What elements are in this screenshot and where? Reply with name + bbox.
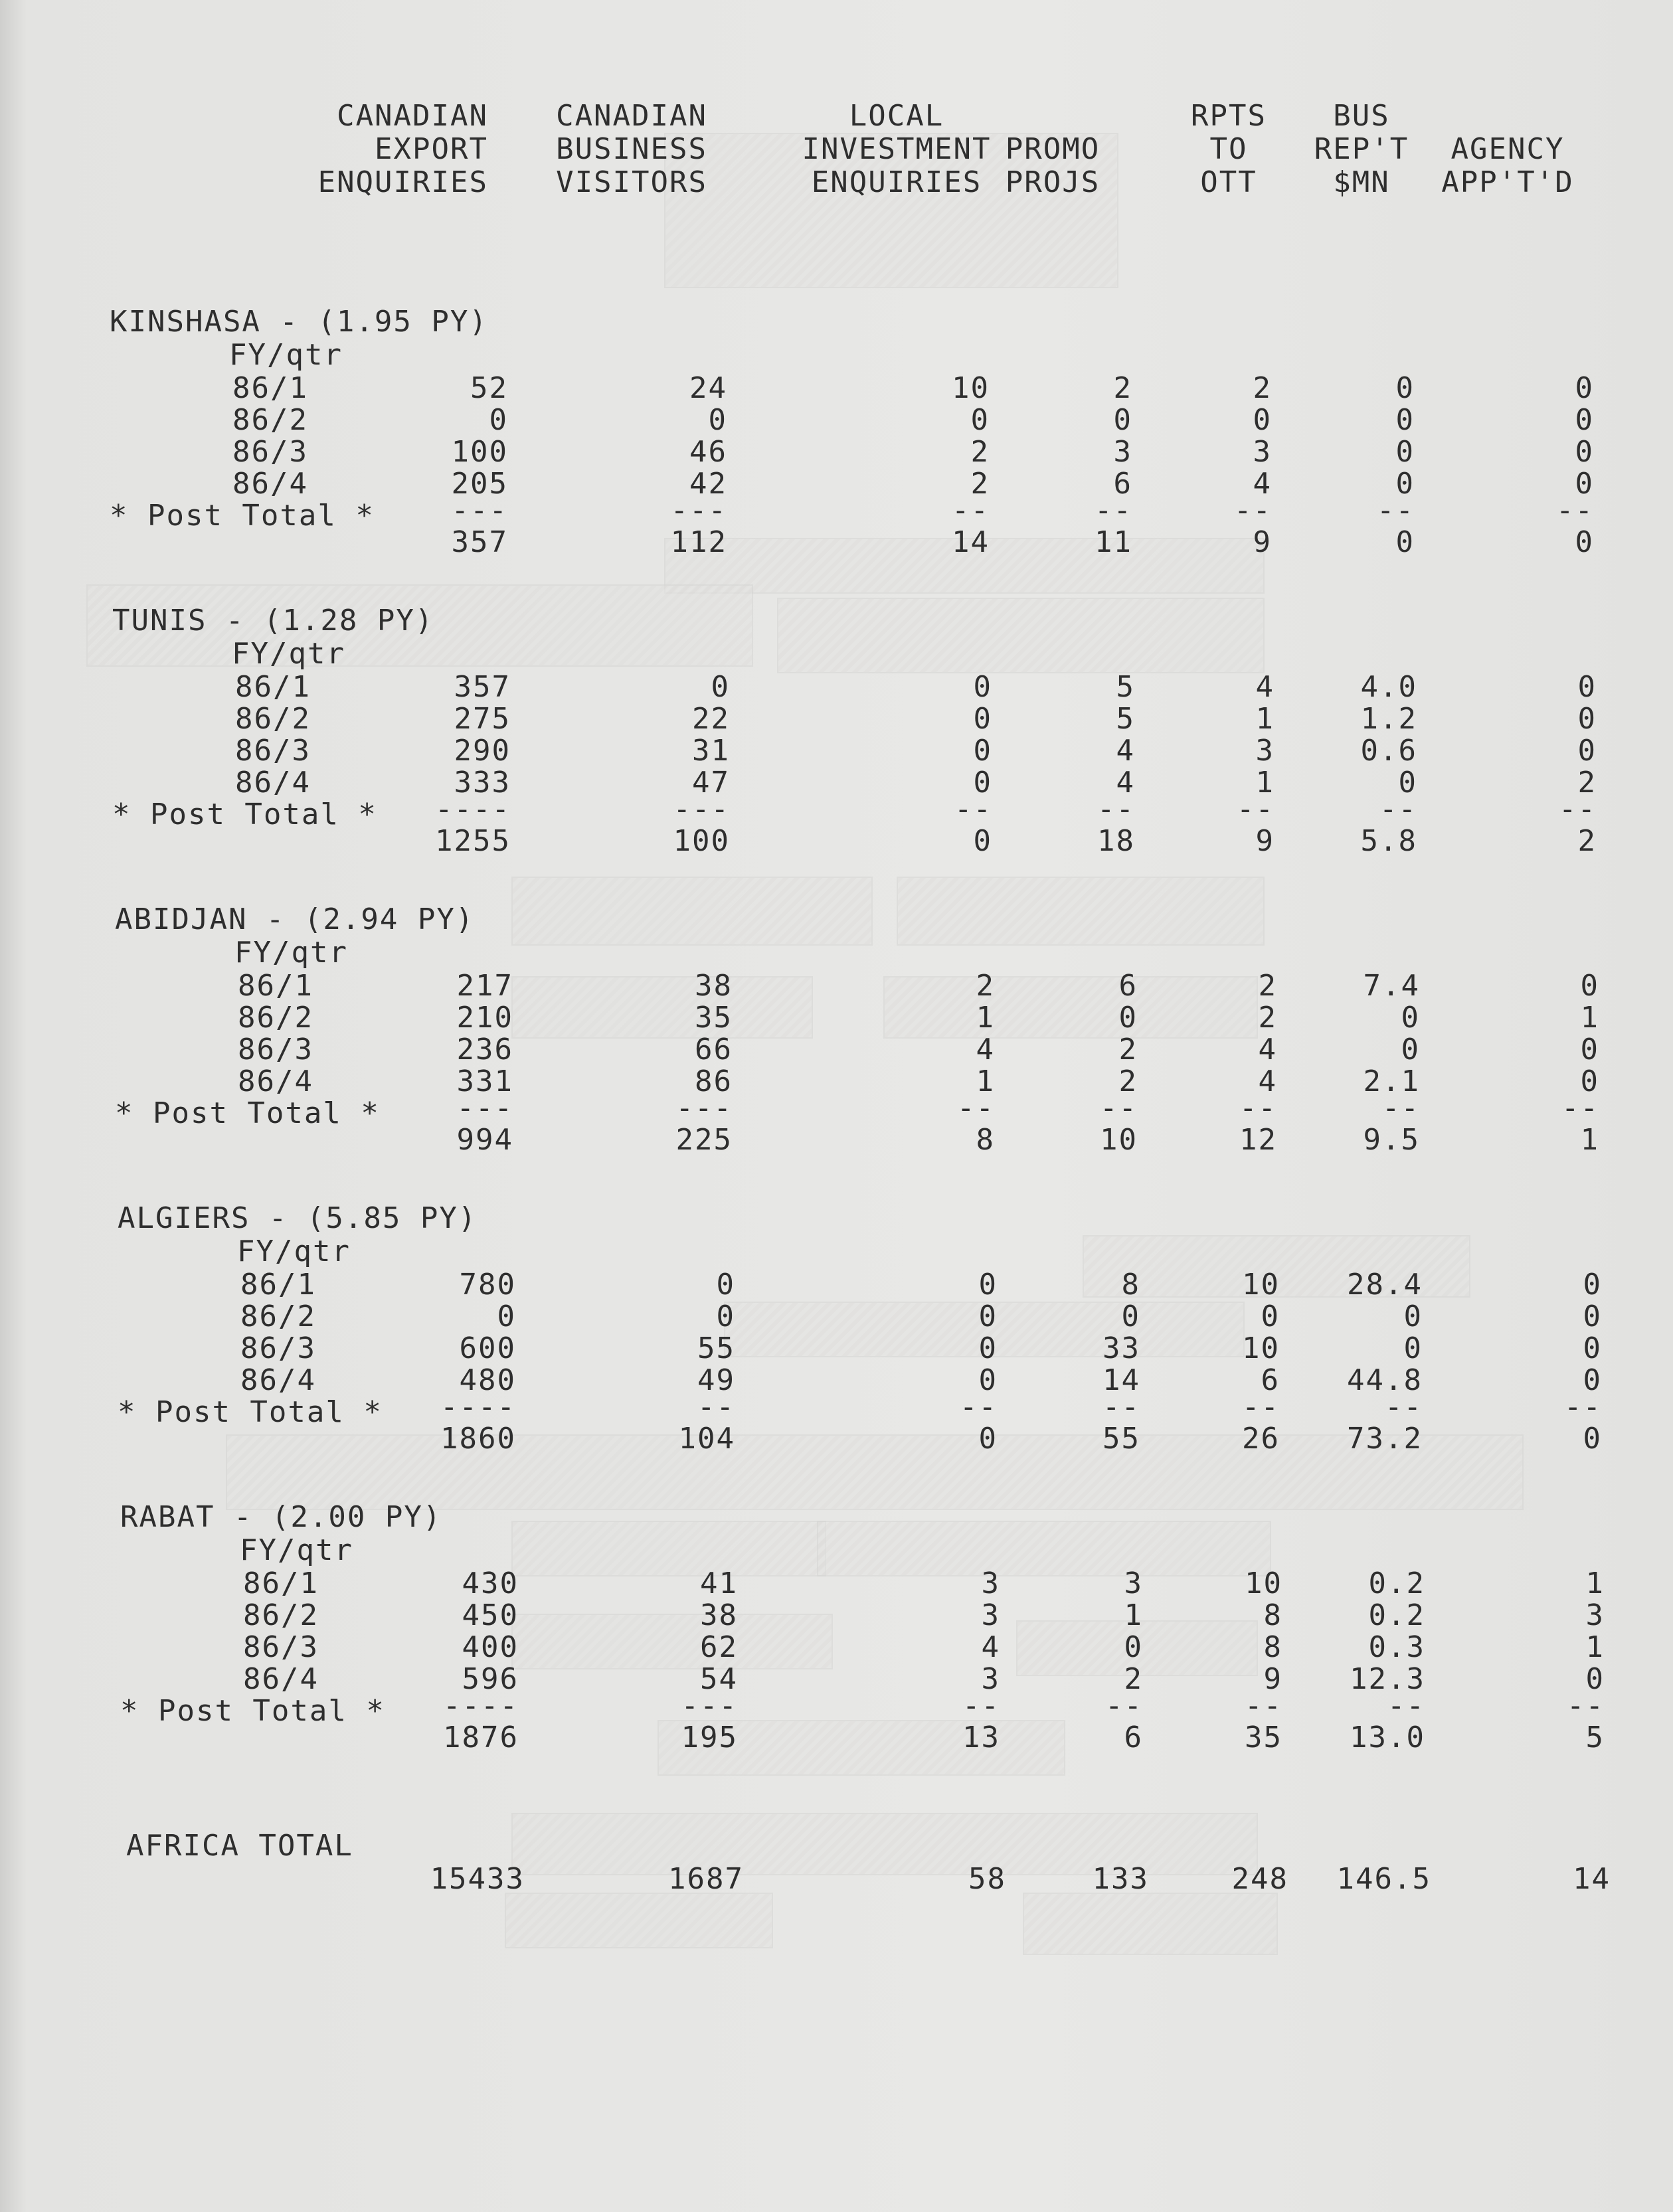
separator-dashes: -- — [1237, 792, 1275, 826]
quarter-label: 86/4 — [243, 1662, 319, 1696]
post-total-label: * Post Total * — [120, 1694, 385, 1728]
investment-enquiries-africa-total: 58 — [968, 1862, 1006, 1896]
bus-rept-cell: 0 — [1401, 1001, 1420, 1035]
export-enquiries-total: 1860 — [440, 1422, 516, 1456]
separator-dashes: -- — [1559, 792, 1597, 826]
rpts-to-ott-africa-total: 248 — [1231, 1862, 1288, 1896]
agency-apptd-total: 0 — [1583, 1422, 1602, 1456]
quarter-label: 86/2 — [243, 1598, 319, 1632]
export-enquiries-cell: 0 — [497, 1300, 516, 1333]
separator-dashes: -- — [1242, 1390, 1280, 1424]
rpts-to-ott-total: 12 — [1239, 1123, 1277, 1157]
bus-rept-cell: 0.3 — [1368, 1630, 1425, 1664]
fy-qtr-label: FY/qtr — [229, 338, 343, 372]
rpts-to-ott-cell: 4 — [1258, 1033, 1277, 1066]
fy-qtr-label: FY/qtr — [240, 1533, 353, 1567]
promo-projs-total: 10 — [1100, 1123, 1138, 1157]
agency-apptd-cell: 0 — [1580, 1064, 1599, 1098]
rpts-to-ott-header: OTT — [1200, 165, 1257, 199]
agency-apptd-cell: 1 — [1580, 1001, 1599, 1035]
investment-enquiries-total: 0 — [978, 1422, 998, 1456]
investment-enquiries-cell: 0 — [978, 1331, 998, 1365]
bus-rept-header: REP'T — [1314, 132, 1409, 166]
promo-projs-cell: 3 — [1113, 435, 1132, 469]
promo-projs-cell: 5 — [1116, 670, 1135, 704]
business-visitors-cell: 55 — [697, 1331, 735, 1365]
promo-projs-cell: 1 — [1124, 1598, 1143, 1632]
investment-enquiries-total: 8 — [976, 1123, 995, 1157]
bus-rept-cell: 0.2 — [1368, 1598, 1425, 1632]
bus-rept-cell: 0.6 — [1360, 734, 1417, 768]
rpts-to-ott-cell: 10 — [1245, 1567, 1282, 1600]
export-enquiries-cell: 450 — [462, 1598, 519, 1632]
agency-apptd-cell: 1 — [1585, 1630, 1605, 1664]
rpts-to-ott-cell: 2 — [1258, 969, 1277, 1003]
business-visitors-total: 225 — [675, 1123, 733, 1157]
promo-projs-cell: 0 — [1113, 403, 1132, 437]
export-enquiries-cell: 596 — [462, 1662, 519, 1696]
export-enquiries-cell: 600 — [459, 1331, 516, 1365]
rpts-to-ott-total: 9 — [1255, 824, 1275, 858]
export-enquiries-cell: 0 — [489, 403, 508, 437]
agency-apptd-cell: 0 — [1580, 1033, 1599, 1066]
investment-enquiries-cell: 2 — [970, 435, 990, 469]
rpts-to-ott-cell: 10 — [1242, 1268, 1280, 1302]
post-total-label: * Post Total * — [110, 499, 375, 533]
quarter-label: 86/2 — [240, 1300, 316, 1333]
quarter-label: 86/2 — [238, 1001, 313, 1035]
separator-dashes: --- — [675, 1091, 733, 1125]
export-enquiries-header: EXPORT — [375, 132, 488, 166]
business-visitors-cell: 0 — [711, 670, 730, 704]
rpts-to-ott-cell: 8 — [1263, 1630, 1282, 1664]
business-visitors-cell: 38 — [700, 1598, 738, 1632]
promo-projs-cell: 5 — [1116, 702, 1135, 736]
rpts-to-ott-header: RPTS — [1191, 99, 1267, 133]
post-total-label: * Post Total * — [112, 798, 377, 831]
rpts-to-ott-total: 26 — [1242, 1422, 1280, 1456]
export-enquiries-cell: 430 — [462, 1567, 519, 1600]
promo-projs-header: PROMO — [1005, 132, 1101, 166]
bus-rept-africa-total: 146.5 — [1336, 1862, 1431, 1896]
bus-rept-cell: 12.3 — [1350, 1662, 1425, 1696]
business-visitors-cell: 0 — [708, 403, 727, 437]
rpts-to-ott-cell: 0 — [1261, 1300, 1280, 1333]
promo-projs-cell: 14 — [1102, 1363, 1140, 1397]
promo-projs-total: 55 — [1102, 1422, 1140, 1456]
rpts-to-ott-cell: 4 — [1258, 1064, 1277, 1098]
rpts-to-ott-cell: 9 — [1263, 1662, 1282, 1696]
fy-qtr-label: FY/qtr — [232, 637, 345, 671]
bus-rept-cell: 2.1 — [1363, 1064, 1420, 1098]
quarter-label: 86/1 — [243, 1567, 319, 1600]
agency-apptd-cell: 0 — [1583, 1363, 1602, 1397]
post-name: TUNIS - (1.28 PY) — [112, 604, 434, 638]
promo-projs-cell: 4 — [1116, 766, 1135, 800]
business-visitors-cell: 46 — [689, 435, 727, 469]
bleed-through-shape — [777, 598, 1265, 673]
post-name: RABAT - (2.00 PY) — [120, 1500, 442, 1534]
separator-dashes: -- — [962, 1689, 1000, 1723]
investment-enquiries-cell: 0 — [973, 670, 992, 704]
business-visitors-cell: 38 — [695, 969, 733, 1003]
agency-apptd-cell: 0 — [1585, 1662, 1605, 1696]
bus-rept-total: 73.2 — [1347, 1422, 1423, 1456]
separator-dashes: -- — [1382, 1091, 1420, 1125]
promo-projs-total: 18 — [1097, 824, 1135, 858]
business-visitors-cell: 0 — [716, 1300, 735, 1333]
investment-enquiries-total: 13 — [962, 1721, 1000, 1754]
investment-enquiries-cell: 2 — [970, 467, 990, 501]
business-visitors-cell: 42 — [689, 467, 727, 501]
bus-rept-total: 0 — [1395, 525, 1415, 559]
investment-enquiries-cell: 0 — [973, 766, 992, 800]
separator-dashes: -- — [954, 792, 992, 826]
promo-projs-total: 11 — [1095, 525, 1132, 559]
agency-apptd-cell: 0 — [1577, 702, 1597, 736]
promo-projs-cell: 3 — [1124, 1567, 1143, 1600]
bus-rept-total: 9.5 — [1363, 1123, 1420, 1157]
business-visitors-cell: 86 — [695, 1064, 733, 1098]
investment-enquiries-header: LOCAL — [849, 99, 944, 133]
promo-projs-cell: 8 — [1121, 1268, 1140, 1302]
fy-qtr-label: FY/qtr — [234, 936, 348, 970]
bus-rept-cell: 1.2 — [1360, 702, 1417, 736]
bus-rept-cell: 0 — [1401, 1033, 1420, 1066]
separator-dashes: --- — [670, 493, 727, 527]
investment-enquiries-cell: 3 — [981, 1598, 1000, 1632]
agency-apptd-header: AGENCY — [1451, 132, 1565, 166]
investment-enquiries-cell: 10 — [952, 371, 990, 405]
separator-dashes: -- — [1387, 1689, 1425, 1723]
bus-rept-cell: 0 — [1398, 766, 1417, 800]
promo-projs-cell: 0 — [1118, 1001, 1138, 1035]
bus-rept-total: 5.8 — [1360, 824, 1417, 858]
separator-dashes: -- — [1097, 792, 1135, 826]
separator-dashes: -- — [1556, 493, 1594, 527]
agency-apptd-total: 2 — [1577, 824, 1597, 858]
agency-apptd-cell: 3 — [1585, 1598, 1605, 1632]
agency-apptd-cell: 0 — [1575, 403, 1594, 437]
separator-dashes: -- — [1561, 1091, 1599, 1125]
rpts-to-ott-cell: 1 — [1255, 702, 1275, 736]
bus-rept-cell: 0 — [1403, 1331, 1423, 1365]
business-visitors-cell: 22 — [692, 702, 730, 736]
promo-projs-cell: 0 — [1121, 1300, 1140, 1333]
agency-apptd-total: 1 — [1580, 1123, 1599, 1157]
business-visitors-cell: 62 — [700, 1630, 738, 1664]
separator-dashes: --- — [451, 493, 508, 527]
post-total-label: * Post Total * — [115, 1096, 380, 1130]
quarter-label: 86/1 — [238, 969, 313, 1003]
separator-dashes: --- — [456, 1091, 513, 1125]
investment-enquiries-cell: 2 — [976, 969, 995, 1003]
business-visitors-total: 100 — [673, 824, 730, 858]
bus-rept-header: $MN — [1333, 165, 1390, 199]
agency-apptd-cell: 0 — [1575, 435, 1594, 469]
rpts-to-ott-header: TO — [1209, 132, 1248, 166]
agency-apptd-header: APP'T'D — [1441, 165, 1574, 199]
promo-projs-cell: 2 — [1113, 371, 1132, 405]
fy-qtr-label: FY/qtr — [237, 1234, 351, 1268]
bleed-through-shape — [505, 1893, 773, 1948]
separator-dashes: -- — [957, 1091, 995, 1125]
rpts-to-ott-cell: 10 — [1242, 1331, 1280, 1365]
bus-rept-cell: 0 — [1395, 403, 1415, 437]
agency-apptd-cell: 0 — [1575, 467, 1594, 501]
investment-enquiries-cell: 0 — [978, 1300, 998, 1333]
post-total-label: * Post Total * — [118, 1395, 383, 1429]
separator-dashes: -- — [1245, 1689, 1282, 1723]
bus-rept-cell: 0 — [1403, 1300, 1423, 1333]
business-visitors-cell: 41 — [700, 1567, 738, 1600]
separator-dashes: -- — [1105, 1689, 1143, 1723]
bus-rept-cell: 44.8 — [1347, 1363, 1423, 1397]
separator-dashes: ---- — [440, 1390, 516, 1424]
rpts-to-ott-cell: 2 — [1253, 371, 1272, 405]
business-visitors-cell: 24 — [689, 371, 727, 405]
export-enquiries-total: 994 — [456, 1123, 513, 1157]
quarter-label: 86/4 — [235, 766, 311, 800]
agency-apptd-cell: 0 — [1583, 1300, 1602, 1333]
promo-projs-cell: 2 — [1118, 1033, 1138, 1066]
separator-dashes: -- — [960, 1390, 998, 1424]
separator-dashes: -- — [1564, 1390, 1602, 1424]
promo-projs-cell: 2 — [1124, 1662, 1143, 1696]
bus-rept-cell: 0 — [1395, 371, 1415, 405]
separator-dashes: --- — [681, 1689, 738, 1723]
bleed-through-shape — [511, 877, 873, 946]
quarter-label: 86/3 — [232, 435, 308, 469]
business-visitors-cell: 49 — [697, 1363, 735, 1397]
agency-apptd-total: 0 — [1575, 525, 1594, 559]
quarter-label: 86/3 — [235, 734, 311, 768]
business-visitors-total: 195 — [681, 1721, 738, 1754]
business-visitors-cell: 35 — [695, 1001, 733, 1035]
bleed-through-shape — [897, 877, 1265, 946]
promo-projs-header: PROJS — [1005, 165, 1101, 199]
export-enquiries-total: 1255 — [435, 824, 511, 858]
rpts-to-ott-total: 35 — [1245, 1721, 1282, 1754]
rpts-to-ott-cell: 1 — [1255, 766, 1275, 800]
export-enquiries-cell: 400 — [462, 1630, 519, 1664]
business-visitors-header: VISITORS — [556, 165, 707, 199]
business-visitors-cell: 47 — [692, 766, 730, 800]
separator-dashes: -- — [1239, 1091, 1277, 1125]
export-enquiries-total: 1876 — [443, 1721, 519, 1754]
export-enquiries-header: CANADIAN — [337, 99, 488, 133]
promo-projs-cell: 4 — [1116, 734, 1135, 768]
export-enquiries-header: ENQUIRIES — [317, 165, 488, 199]
bus-rept-total: 13.0 — [1350, 1721, 1425, 1754]
bus-rept-cell: 7.4 — [1363, 969, 1420, 1003]
quarter-label: 86/2 — [235, 702, 311, 736]
quarter-label: 86/1 — [235, 670, 311, 704]
business-visitors-africa-total: 1687 — [668, 1862, 744, 1896]
investment-enquiries-cell: 4 — [981, 1630, 1000, 1664]
agency-apptd-africa-total: 14 — [1573, 1862, 1611, 1896]
business-visitors-cell: 0 — [716, 1268, 735, 1302]
quarter-label: 86/3 — [243, 1630, 319, 1664]
quarter-label: 86/4 — [238, 1064, 313, 1098]
separator-dashes: -- — [1234, 493, 1272, 527]
investment-enquiries-cell: 1 — [976, 1064, 995, 1098]
investment-enquiries-cell: 0 — [970, 403, 990, 437]
agency-apptd-cell: 2 — [1577, 766, 1597, 800]
investment-enquiries-cell: 4 — [976, 1033, 995, 1066]
promo-projs-cell: 6 — [1118, 969, 1138, 1003]
bus-rept-cell: 0 — [1395, 435, 1415, 469]
export-enquiries-cell: 275 — [454, 702, 511, 736]
separator-dashes: -- — [952, 493, 990, 527]
promo-projs-cell: 2 — [1118, 1064, 1138, 1098]
business-visitors-total: 104 — [678, 1422, 735, 1456]
export-enquiries-cell: 290 — [454, 734, 511, 768]
export-enquiries-cell: 357 — [454, 670, 511, 704]
separator-dashes: -- — [1377, 493, 1415, 527]
export-enquiries-cell: 205 — [451, 467, 508, 501]
separator-dashes: -- — [1095, 493, 1132, 527]
export-enquiries-cell: 52 — [470, 371, 508, 405]
business-visitors-total: 112 — [670, 525, 727, 559]
promo-projs-cell: 0 — [1124, 1630, 1143, 1664]
quarter-label: 86/4 — [232, 467, 308, 501]
rpts-to-ott-total: 9 — [1253, 525, 1272, 559]
agency-apptd-cell: 1 — [1585, 1567, 1605, 1600]
investment-enquiries-header: ENQUIRIES — [811, 165, 982, 199]
business-visitors-header: CANADIAN — [556, 99, 707, 133]
separator-dashes: ---- — [443, 1689, 519, 1723]
bus-rept-cell: 28.4 — [1347, 1268, 1423, 1302]
export-enquiries-cell: 210 — [456, 1001, 513, 1035]
agency-apptd-cell: 0 — [1580, 969, 1599, 1003]
investment-enquiries-cell: 0 — [973, 702, 992, 736]
rpts-to-ott-cell: 3 — [1253, 435, 1272, 469]
business-visitors-cell: 54 — [700, 1662, 738, 1696]
business-visitors-header: BUSINESS — [556, 132, 707, 166]
separator-dashes: -- — [1102, 1390, 1140, 1424]
investment-enquiries-cell: 0 — [978, 1363, 998, 1397]
export-enquiries-cell: 236 — [456, 1033, 513, 1066]
export-enquiries-total: 357 — [451, 525, 508, 559]
investment-enquiries-total: 0 — [973, 824, 992, 858]
export-enquiries-cell: 480 — [459, 1363, 516, 1397]
export-enquiries-cell: 331 — [456, 1064, 513, 1098]
separator-dashes: -- — [1567, 1689, 1605, 1723]
export-enquiries-cell: 333 — [454, 766, 511, 800]
bus-rept-cell: 0.2 — [1368, 1567, 1425, 1600]
investment-enquiries-cell: 0 — [978, 1268, 998, 1302]
promo-projs-cell: 6 — [1113, 467, 1132, 501]
post-name: ALGIERS - (5.85 PY) — [118, 1201, 478, 1235]
separator-dashes: -- — [1100, 1091, 1138, 1125]
promo-projs-africa-total: 133 — [1092, 1862, 1149, 1896]
agency-apptd-cell: 0 — [1583, 1268, 1602, 1302]
post-name: KINSHASA - (1.95 PY) — [110, 305, 488, 339]
investment-enquiries-cell: 0 — [973, 734, 992, 768]
quarter-label: 86/1 — [240, 1268, 316, 1302]
investment-enquiries-cell: 3 — [981, 1662, 1000, 1696]
business-visitors-cell: 66 — [695, 1033, 733, 1066]
business-visitors-cell: 31 — [692, 734, 730, 768]
agency-apptd-cell: 0 — [1583, 1331, 1602, 1365]
investment-enquiries-header: INVESTMENT — [802, 132, 992, 166]
separator-dashes: -- — [697, 1390, 735, 1424]
post-name: ABIDJAN - (2.94 PY) — [115, 902, 475, 936]
rpts-to-ott-cell: 6 — [1261, 1363, 1280, 1397]
africa-total-label: AFRICA TOTAL — [126, 1829, 353, 1863]
rpts-to-ott-cell: 2 — [1258, 1001, 1277, 1035]
export-enquiries-africa-total: 15433 — [430, 1862, 525, 1896]
quarter-label: 86/1 — [232, 371, 308, 405]
rpts-to-ott-cell: 0 — [1253, 403, 1272, 437]
quarter-label: 86/3 — [240, 1331, 316, 1365]
bus-rept-cell: 4.0 — [1360, 670, 1417, 704]
quarter-label: 86/2 — [232, 403, 308, 437]
rpts-to-ott-cell: 3 — [1255, 734, 1275, 768]
agency-apptd-cell: 0 — [1577, 670, 1597, 704]
bus-rept-cell: 0 — [1395, 467, 1415, 501]
quarter-label: 86/4 — [240, 1363, 316, 1397]
agency-apptd-cell: 0 — [1575, 371, 1594, 405]
investment-enquiries-cell: 1 — [976, 1001, 995, 1035]
rpts-to-ott-cell: 4 — [1255, 670, 1275, 704]
investment-enquiries-total: 14 — [952, 525, 990, 559]
quarter-label: 86/3 — [238, 1033, 313, 1066]
investment-enquiries-cell: 3 — [981, 1567, 1000, 1600]
rpts-to-ott-cell: 8 — [1263, 1598, 1282, 1632]
export-enquiries-cell: 217 — [456, 969, 513, 1003]
agency-apptd-total: 5 — [1585, 1721, 1605, 1754]
separator-dashes: -- — [1385, 1390, 1423, 1424]
separator-dashes: --- — [673, 792, 730, 826]
separator-dashes: -- — [1379, 792, 1417, 826]
export-enquiries-cell: 780 — [459, 1268, 516, 1302]
agency-apptd-cell: 0 — [1577, 734, 1597, 768]
bus-rept-header: BUS — [1333, 99, 1390, 133]
promo-projs-total: 6 — [1124, 1721, 1143, 1754]
rpts-to-ott-cell: 4 — [1253, 467, 1272, 501]
separator-dashes: ---- — [435, 792, 511, 826]
export-enquiries-cell: 100 — [451, 435, 508, 469]
promo-projs-cell: 33 — [1102, 1331, 1140, 1365]
bleed-through-shape — [1023, 1893, 1278, 1955]
